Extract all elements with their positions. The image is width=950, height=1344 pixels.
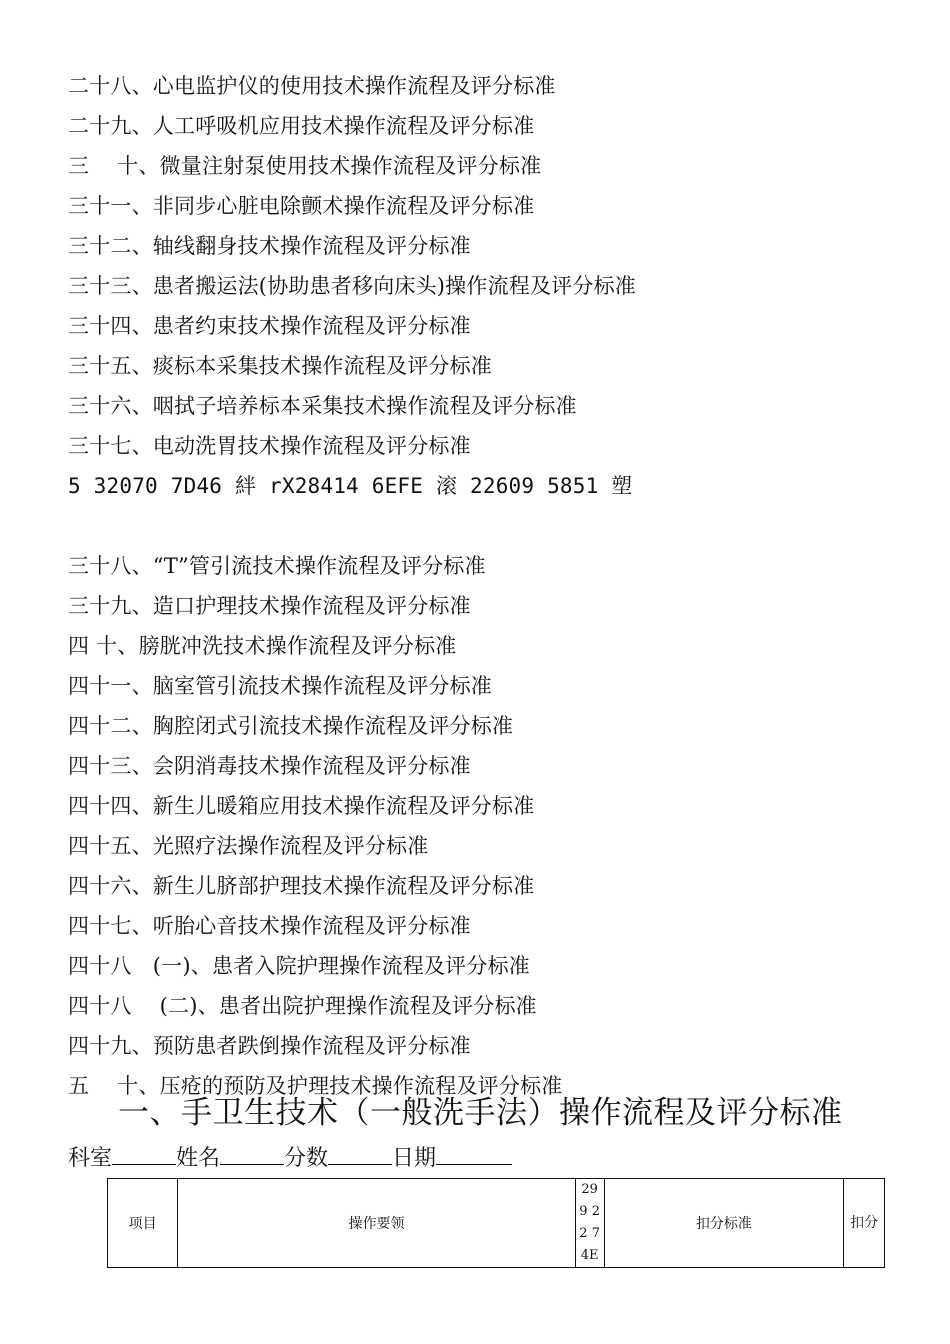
toc-item: 三十四、患者约束技术操作流程及评分标准 xyxy=(68,314,471,338)
toc-item: 四十九、预防患者跌倒操作流程及评分标准 xyxy=(68,1034,471,1058)
toc-item: 三十七、电动洗胃技术操作流程及评分标准 xyxy=(68,434,471,458)
dept-blank xyxy=(112,1140,176,1165)
toc-item: 三十二、轴线翻身技术操作流程及评分标准 xyxy=(68,234,471,258)
blank-line xyxy=(68,506,636,546)
toc-item: 四十八 (二)、患者出院护理操作流程及评分标准 xyxy=(68,994,537,1018)
toc-item: 四 十、膀胱冲洗技术操作流程及评分标准 xyxy=(68,634,457,658)
toc-item: 四十一、脑室管引流技术操作流程及评分标准 xyxy=(68,674,492,698)
toc-item: 五 十、压疮的预防及护理技术操作流程及评分标准 xyxy=(68,1074,563,1098)
name-label: 姓名 xyxy=(176,1146,221,1171)
date-label: 日期 xyxy=(392,1146,437,1171)
toc-item: 三十五、痰标本采集技术操作流程及评分标准 xyxy=(68,354,492,378)
toc-item: 四十六、新生儿脐部护理技术操作流程及评分标准 xyxy=(68,874,535,898)
toc-item: 三十一、非同步心脏电除颤术操作流程及评分标准 xyxy=(68,194,535,218)
header-operation: 操作要领 xyxy=(178,1179,576,1268)
score-label: 分数 xyxy=(284,1146,329,1171)
garbled-text-line: 5 32070 7D46 絆 rX28414 6EFE 滚 22609 5851 塑 xyxy=(68,474,633,498)
toc-item: 四十四、新生儿暖箱应用技术操作流程及评分标准 xyxy=(68,794,535,818)
toc-item: 二十八、心电监护仪的使用技术操作流程及评分标准 xyxy=(68,74,556,98)
toc-item: 四十七、听胎心音技术操作流程及评分标准 xyxy=(68,914,471,938)
header-criteria: 扣分标准 xyxy=(604,1179,844,1268)
header-deduction: 扣分 xyxy=(844,1179,885,1268)
toc-item: 四十五、光照疗法操作流程及评分标准 xyxy=(68,834,429,858)
toc-item: 三十九、造口护理技术操作流程及评分标准 xyxy=(68,594,471,618)
toc-item: 四十三、会阴消毒技术操作流程及评分标准 xyxy=(68,754,471,778)
toc-item: 三十三、患者搬运法(协助患者移向床头)操作流程及评分标准 xyxy=(68,274,636,298)
toc-item: 二十九、人工呼吸机应用技术操作流程及评分标准 xyxy=(68,114,535,138)
header-number: 299 22 74E xyxy=(575,1179,604,1268)
section-title: 一、手卫生技术（一般洗手法）操作流程及评分标准 xyxy=(118,1095,843,1131)
score-blank xyxy=(328,1140,392,1165)
toc-item: 三十八、“T”管引流技术操作流程及评分标准 xyxy=(68,554,486,578)
table-of-contents xyxy=(68,66,636,1106)
toc-item: 三十六、咽拭子培养标本采集技术操作流程及评分标准 xyxy=(68,394,577,418)
form-header xyxy=(68,1140,512,1176)
toc-item: 四十二、胸腔闭式引流技术操作流程及评分标准 xyxy=(68,714,514,738)
scoring-table xyxy=(107,1178,885,1268)
toc-item: 三 十、微量注射泵使用技术操作流程及评分标准 xyxy=(68,154,542,178)
date-blank xyxy=(436,1140,512,1165)
dept-label: 科室 xyxy=(68,1146,113,1171)
name-blank xyxy=(220,1140,284,1165)
table-header-row xyxy=(108,1179,885,1268)
toc-item: 四十八 (一)、患者入院护理操作流程及评分标准 xyxy=(68,954,530,978)
header-item: 项目 xyxy=(108,1179,178,1268)
